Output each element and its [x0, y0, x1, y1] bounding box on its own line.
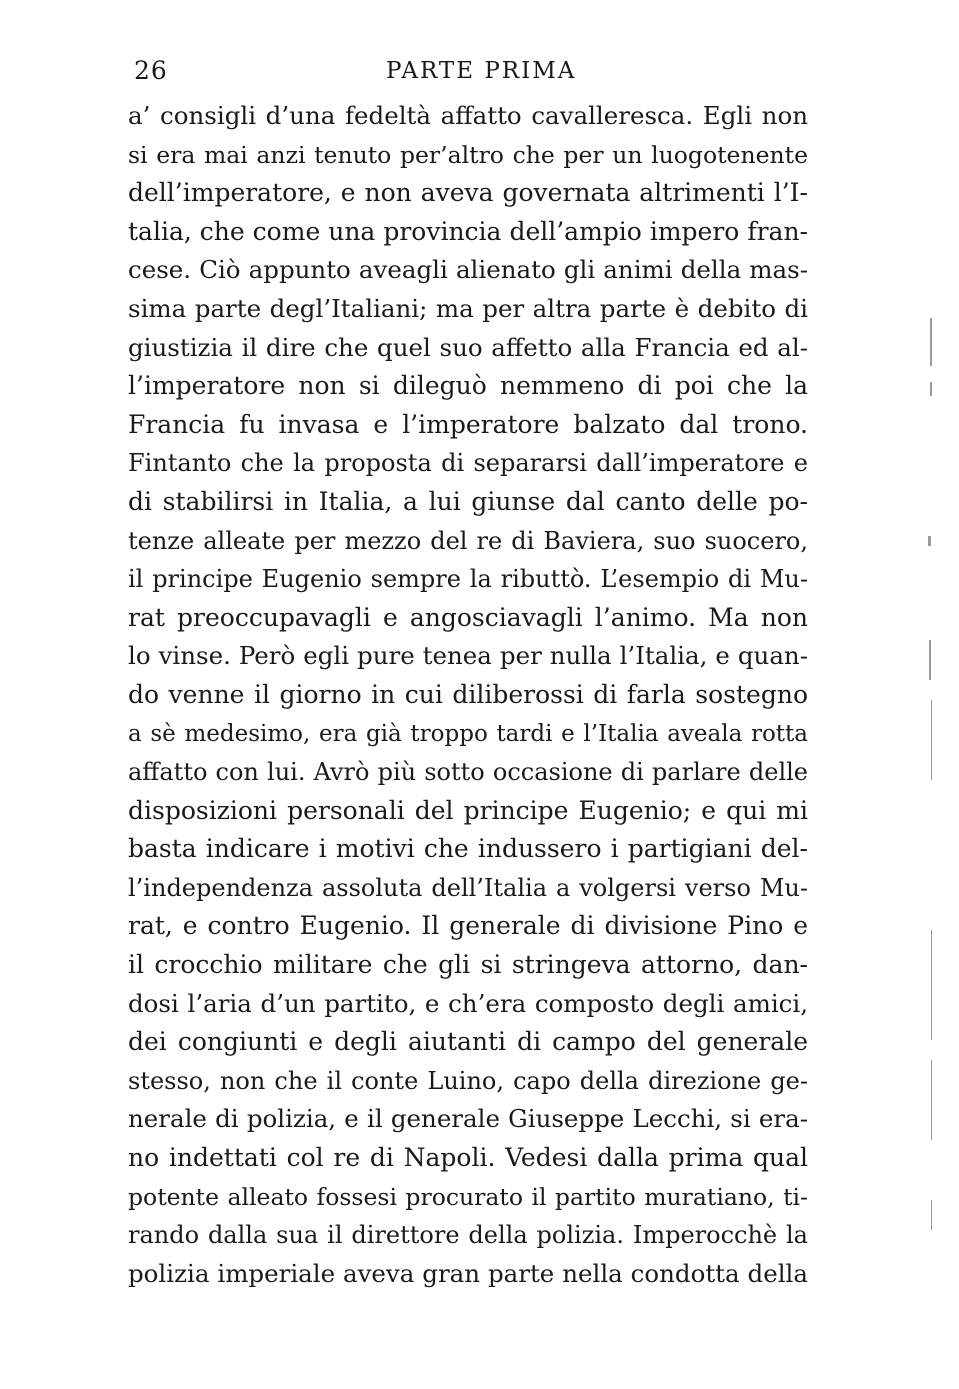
body-text	[128, 97, 808, 1293]
text-line: di stabilirsi in Italia, a lui giunse dal canto delle po-	[128, 486, 808, 516]
page-number: 26	[134, 56, 168, 85]
text-line: Francia fu invasa e l’imperatore balzato dal trono.	[128, 409, 808, 439]
text-line: Fintanto che la proposta di separarsi dall’imperatore e	[128, 449, 808, 478]
page-header	[128, 56, 808, 96]
text-line: rat, e contro Eugenio. Il generale di divisione Pino e	[128, 911, 808, 941]
text-line: il crocchio militare che gli si stringeva attorno, dan-	[128, 950, 808, 980]
text-line: polizia imperiale aveva gran parte nella condotta della	[128, 1258, 808, 1288]
running-head: PARTE PRIMA	[386, 58, 577, 84]
scan-artifact-mark	[931, 700, 932, 780]
text-line: stesso, non che il conte Luino, capo della direzione ge-	[128, 1066, 808, 1095]
text-line: a’ consigli d’una fedeltà affatto cavalleresca. Egli non	[128, 101, 808, 130]
text-line: tenze alleate per mezzo del re di Baviera, suo suocero,	[128, 526, 808, 555]
scan-artifact-mark	[930, 318, 932, 366]
scan-artifact-mark	[929, 640, 931, 680]
text-line: sima parte degl’Italiani; ma per altra parte è debito di	[128, 293, 808, 323]
scan-artifact-mark	[930, 382, 932, 396]
text-line: dell’imperatore, e non aveva governata altrimenti l’I-	[128, 178, 808, 208]
text-line: l’independenza assoluta dell’Italia a volgersi verso Mu-	[128, 873, 808, 902]
text-line: affatto con lui. Avrò più sotto occasione di parlare delle	[128, 758, 808, 787]
text-line: lo vinse. Però egli pure tenea per nulla l’Italia, e quan-	[128, 641, 808, 671]
text-line: dei congiunti e degli aiutanti di campo del generale	[128, 1027, 808, 1057]
text-line: nerale di polizia, e il generale Giuseppe Lecchi, si era-	[128, 1104, 808, 1134]
text-line: talia, che come una provincia dell’ampio impero fran-	[128, 216, 808, 246]
text-line: l’imperatore non si dileguò nemmeno di poi che la	[128, 371, 808, 401]
text-line: dosi l’aria d’un partito, e ch’era composto degli amici,	[128, 988, 808, 1018]
scan-artifact-mark	[931, 1060, 932, 1140]
scan-margin-marks	[926, 0, 946, 1389]
scan-artifact-mark	[928, 536, 931, 546]
text-line: potente alleato fossesi procurato il partito muratiano, ti-	[128, 1182, 808, 1211]
text-line: il principe Eugenio sempre la ributtò. L’esempio di Mu-	[128, 565, 808, 594]
text-line: a sè medesimo, era già troppo tardi e l’Italia aveala rotta	[128, 720, 808, 747]
text-line: no indettati col re di Napoli. Vedesi dalla prima qual	[128, 1143, 808, 1173]
text-line: basta indicare i motivi che indussero i partigiani del-	[128, 834, 808, 864]
text-line: rat preoccupavagli e angosciavagli l’animo. Ma non	[128, 602, 808, 632]
text-line: rando dalla sua il direttore della polizia. Imperocchè la	[128, 1221, 808, 1250]
text-line: disposizioni personali del principe Eugenio; e qui mi	[128, 795, 808, 825]
text-line: cese. Ciò appunto aveagli alienato gli animi della mas-	[128, 255, 808, 285]
text-line: si era mai anzi tenuto per’altro che per un luogotenente	[128, 140, 808, 169]
scan-artifact-mark	[931, 1200, 932, 1230]
scan-artifact-mark	[931, 930, 932, 1040]
text-line: giustizia il dire che quel suo affetto alla Francia ed al-	[128, 332, 808, 362]
text-line: do venne il giorno in cui diliberossi di farla sostegno	[128, 679, 808, 709]
